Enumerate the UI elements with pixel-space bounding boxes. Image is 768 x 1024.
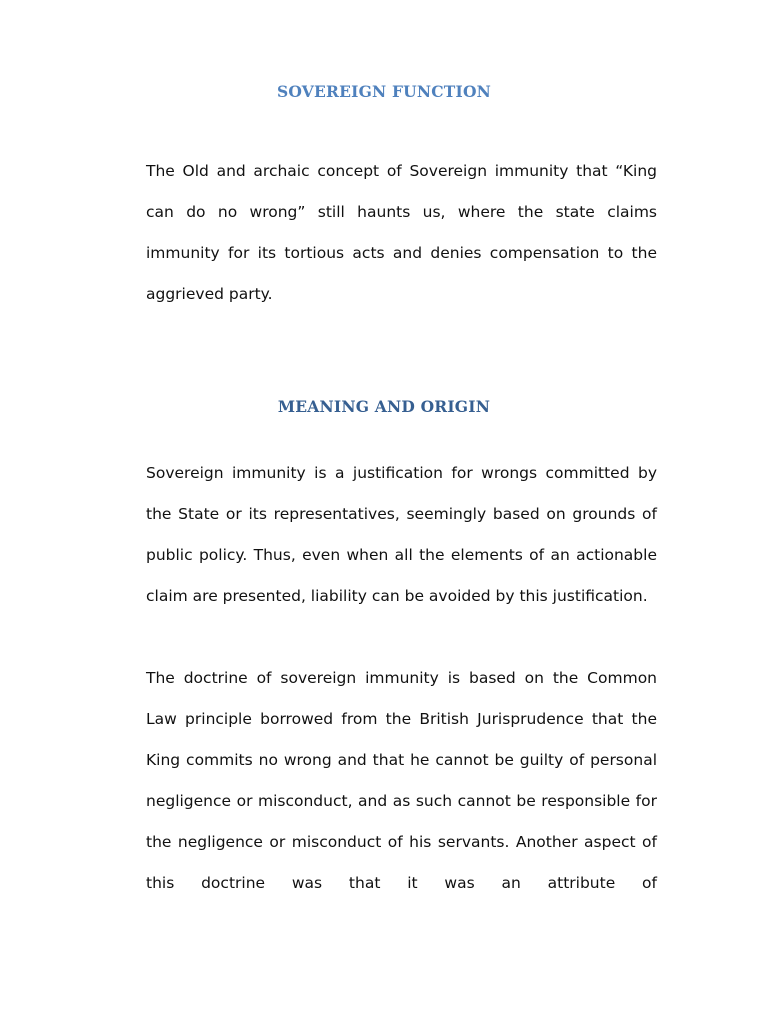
heading-meaning-and-origin: MEANING AND ORIGIN: [277, 397, 491, 416]
paragraph-meaning: Sovereign immunity is a justification for wrongs committed by the State or its representatives, seemingly based on grounds of public policy. Thus, even when all the elements of an actionable claim are presented, liability can be avoided by this justification.: [146, 464, 657, 605]
paragraph-intro: The Old and archaic concept of Sovereign immunity that “King can do no wrong” still haunts us, where the state claims immunity for its tortious acts and denies compensation to the aggrieved party.: [146, 162, 657, 303]
heading-sovereign-function: SOVEREIGN FUNCTION: [276, 82, 492, 101]
paragraph-doctrine: The doctrine of sovereign immunity is based on the Common Law principle borrowed from the British Jurisprudence that the King commits no wrong and that he cannot be guilty of personal negligence or misconduct, and as such cannot be responsible for the negligence or misconduct of his servants. Another aspect of this doctrine was that it was an attribute of: [146, 669, 657, 892]
